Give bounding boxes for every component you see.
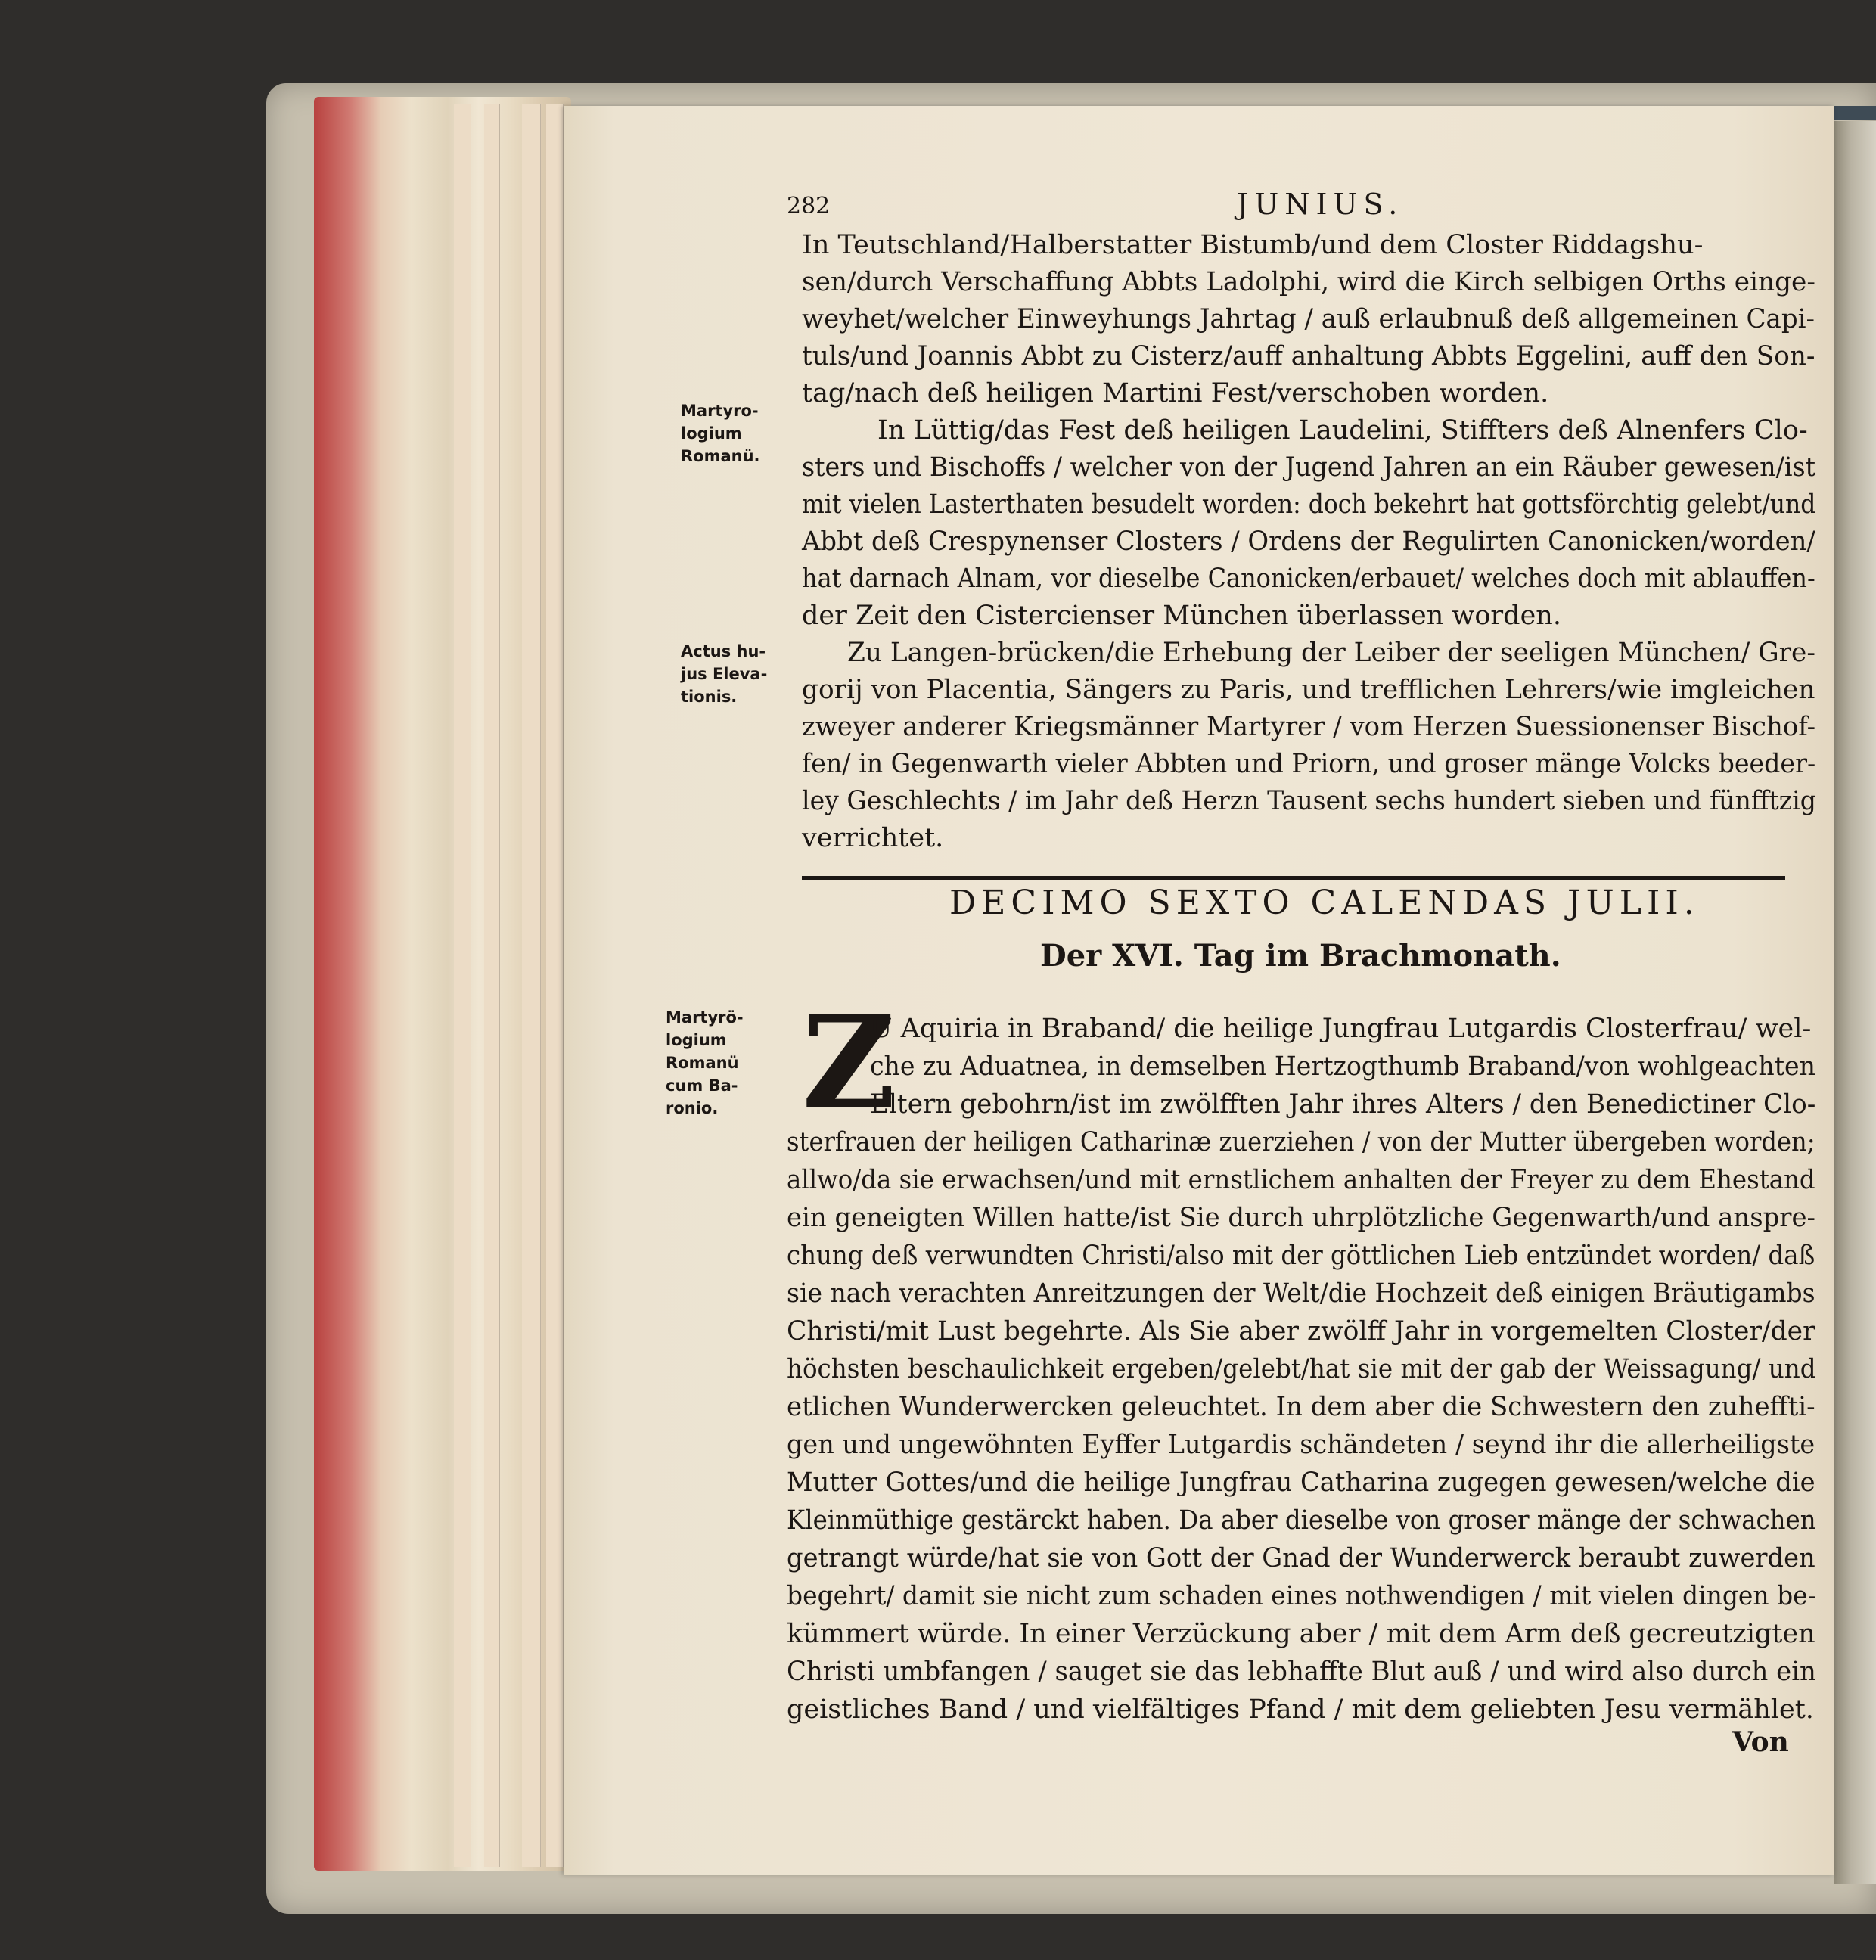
drop-cap: Z (802, 987, 896, 1138)
body-line: höchsten beschaulichkeit ergeben/gelebt/hat sie mit der gab der Weissagung/ und (787, 1354, 1816, 1384)
page-edge (484, 104, 500, 1867)
body-line: sters und Bischoffs / welcher von der Jugend Jahren an ein Räuber gewesen/ist (802, 452, 1816, 483)
body-line: tag/nach deß heiligen Martini Fest/verschoben worden. (802, 378, 1549, 408)
body-line: Zu Langen-brücken/die Erhebung der Leiber der seeligen München/ Gre- (847, 638, 1815, 668)
body-line: kümmert würde. In einer Verzückung aber / mit dem Arm deß gecreutzigten (787, 1619, 1815, 1649)
body-line: getrangt würde/hat sie von Gott der Gnad der Wunderwerck beraubt zuwerden (787, 1543, 1815, 1573)
section-subheading: Der XVI. Tag im Brachmonath. (1040, 938, 1561, 974)
margin-note-martyrologium: Martyro- logium Romanü. (681, 402, 760, 465)
body-line: chung deß verwundten Christi/also mit der göttlichen Lieb entzündet worden/ daß (787, 1241, 1815, 1271)
body-line: sen/durch Verschaffung Abbts Ladolphi, wird die Kirch selbigen Orths einge- (802, 267, 1815, 297)
body-line: geistliches Band / und vielfältiges Pfand / mit dem geliebten Jesu vermählet. (787, 1694, 1814, 1725)
body-line: tuls/und Joannis Abbt zu Cisterz/auff anhaltung Abbts Eggelini, auff den Son- (802, 341, 1815, 371)
page-number: 282 (787, 193, 831, 219)
margin-note-actus: Actus hu- jus Eleva- tionis. (681, 642, 768, 706)
body-line: verrichtet. (802, 823, 944, 853)
body-line: weyhet/welcher Einweyhungs Jahrtag / auß erlaubnuß deß allgemeinen Capi- (802, 304, 1815, 334)
body-line: Eltern gebohrn/ist im zwölfften Jahr ihres Alters / den Benedictiner Clo- (870, 1089, 1816, 1120)
body-line: ley Geschlechts / im Jahr deß Herzn Tausent sechs hundert sieben und fünfftzig (802, 786, 1816, 816)
page-edge (454, 104, 471, 1867)
body-line: mit vielen Lasterthaten besudelt worden: doch bekehrt hat gottsförchtig gelebt/und (802, 489, 1816, 520)
body-line: Christi umbfangen / sauget sie das lebhaffte Blut auß / und wird also durch ein (787, 1657, 1816, 1687)
page-edge (522, 104, 541, 1867)
body-line: etlichen Wunderwercken geleuchtet. In dem aber die Schwestern den zuheffti- (787, 1392, 1815, 1422)
body-line: der Zeit den Cistercienser München überlassen worden. (802, 601, 1561, 631)
body-line: gorij von Placentia, Sängers zu Paris, und trefflichen Lehrers/wie imgleichen (802, 675, 1815, 705)
body-line: In Lüttig/das Fest deß heiligen Laudelini, Stiffters deß Alnenfers Clo- (877, 415, 1808, 446)
page-edge (546, 104, 564, 1867)
body-line: allwo/da sie erwachsen/und mit ernstlichem anhalten der Freyer zu dem Ehestand (787, 1165, 1815, 1195)
body-line: ein geneigten Willen hatte/ist Sie durch uhrplötzliche Gegenwarth/und anspre- (787, 1203, 1816, 1233)
margin-note-martyrologium-baronio: Martyrö- logium Romanü cum Ba- ronio. (666, 1008, 744, 1117)
body-line: Abbt deß Crespynenser Closters / Ordens der Regulirten Canonicken/worden/ (802, 526, 1815, 557)
body-line: hat darnach Alnam, vor dieselbe Canonicken/erbauet/ welches doch mit ablauffen- (802, 564, 1815, 594)
body-line: che zu Aduatnea, in demselben Hertzogthumb Braband/von wohlgeachten (870, 1051, 1815, 1082)
body-line: U Aquiria in Braband/ die heilige Jungfrau Lutgardis Closterfrau/ wel- (870, 1014, 1812, 1044)
catchword: Von (1732, 1726, 1789, 1758)
body-line: In Teutschland/Halberstatter Bistumb/und dem Closter Riddagshu- (802, 230, 1704, 260)
body-line: gen und ungewöhnten Eyffer Lutgardis schändeten / seynd ihr die allerheiligste (787, 1430, 1815, 1460)
section-divider (802, 876, 1785, 880)
page-marker (1829, 106, 1876, 120)
body-line: fen/ in Gegenwarth vieler Abbten und Priorn, und groser mänge Volcks beeder- (802, 749, 1816, 779)
page-block-right (1834, 121, 1876, 1884)
body-line: begehrt/ damit sie nicht zum schaden eines nothwendigen / mit vielen dingen be- (787, 1581, 1816, 1611)
body-line: sterfrauen der heiligen Catharinæ zuerziehen / von der Mutter übergeben worden; (787, 1127, 1815, 1157)
body-line: sie nach verachten Anreitzungen der Welt/die Hochzeit deß einigen Bräutigambs (787, 1278, 1815, 1309)
body-line: Christi/mit Lust begehrte. Als Sie aber zwölff Jahr in vorgemelten Closter/der (787, 1316, 1815, 1347)
section-heading: DECIMO SEXTO CALENDAS JULII. (949, 884, 1700, 922)
running-head: JUNIUS. (1237, 188, 1404, 221)
body-line: Kleinmüthige gestärckt haben. Da aber dieselbe von groser mänge der schwachen (787, 1505, 1816, 1536)
body-line: zweyer anderer Kriegsmänner Martyrer / vom Herzen Suessionenser Bischof- (802, 712, 1816, 742)
body-line: Mutter Gottes/und die heilige Jungfrau Catharina zugegen gewesen/welche die (787, 1468, 1815, 1498)
